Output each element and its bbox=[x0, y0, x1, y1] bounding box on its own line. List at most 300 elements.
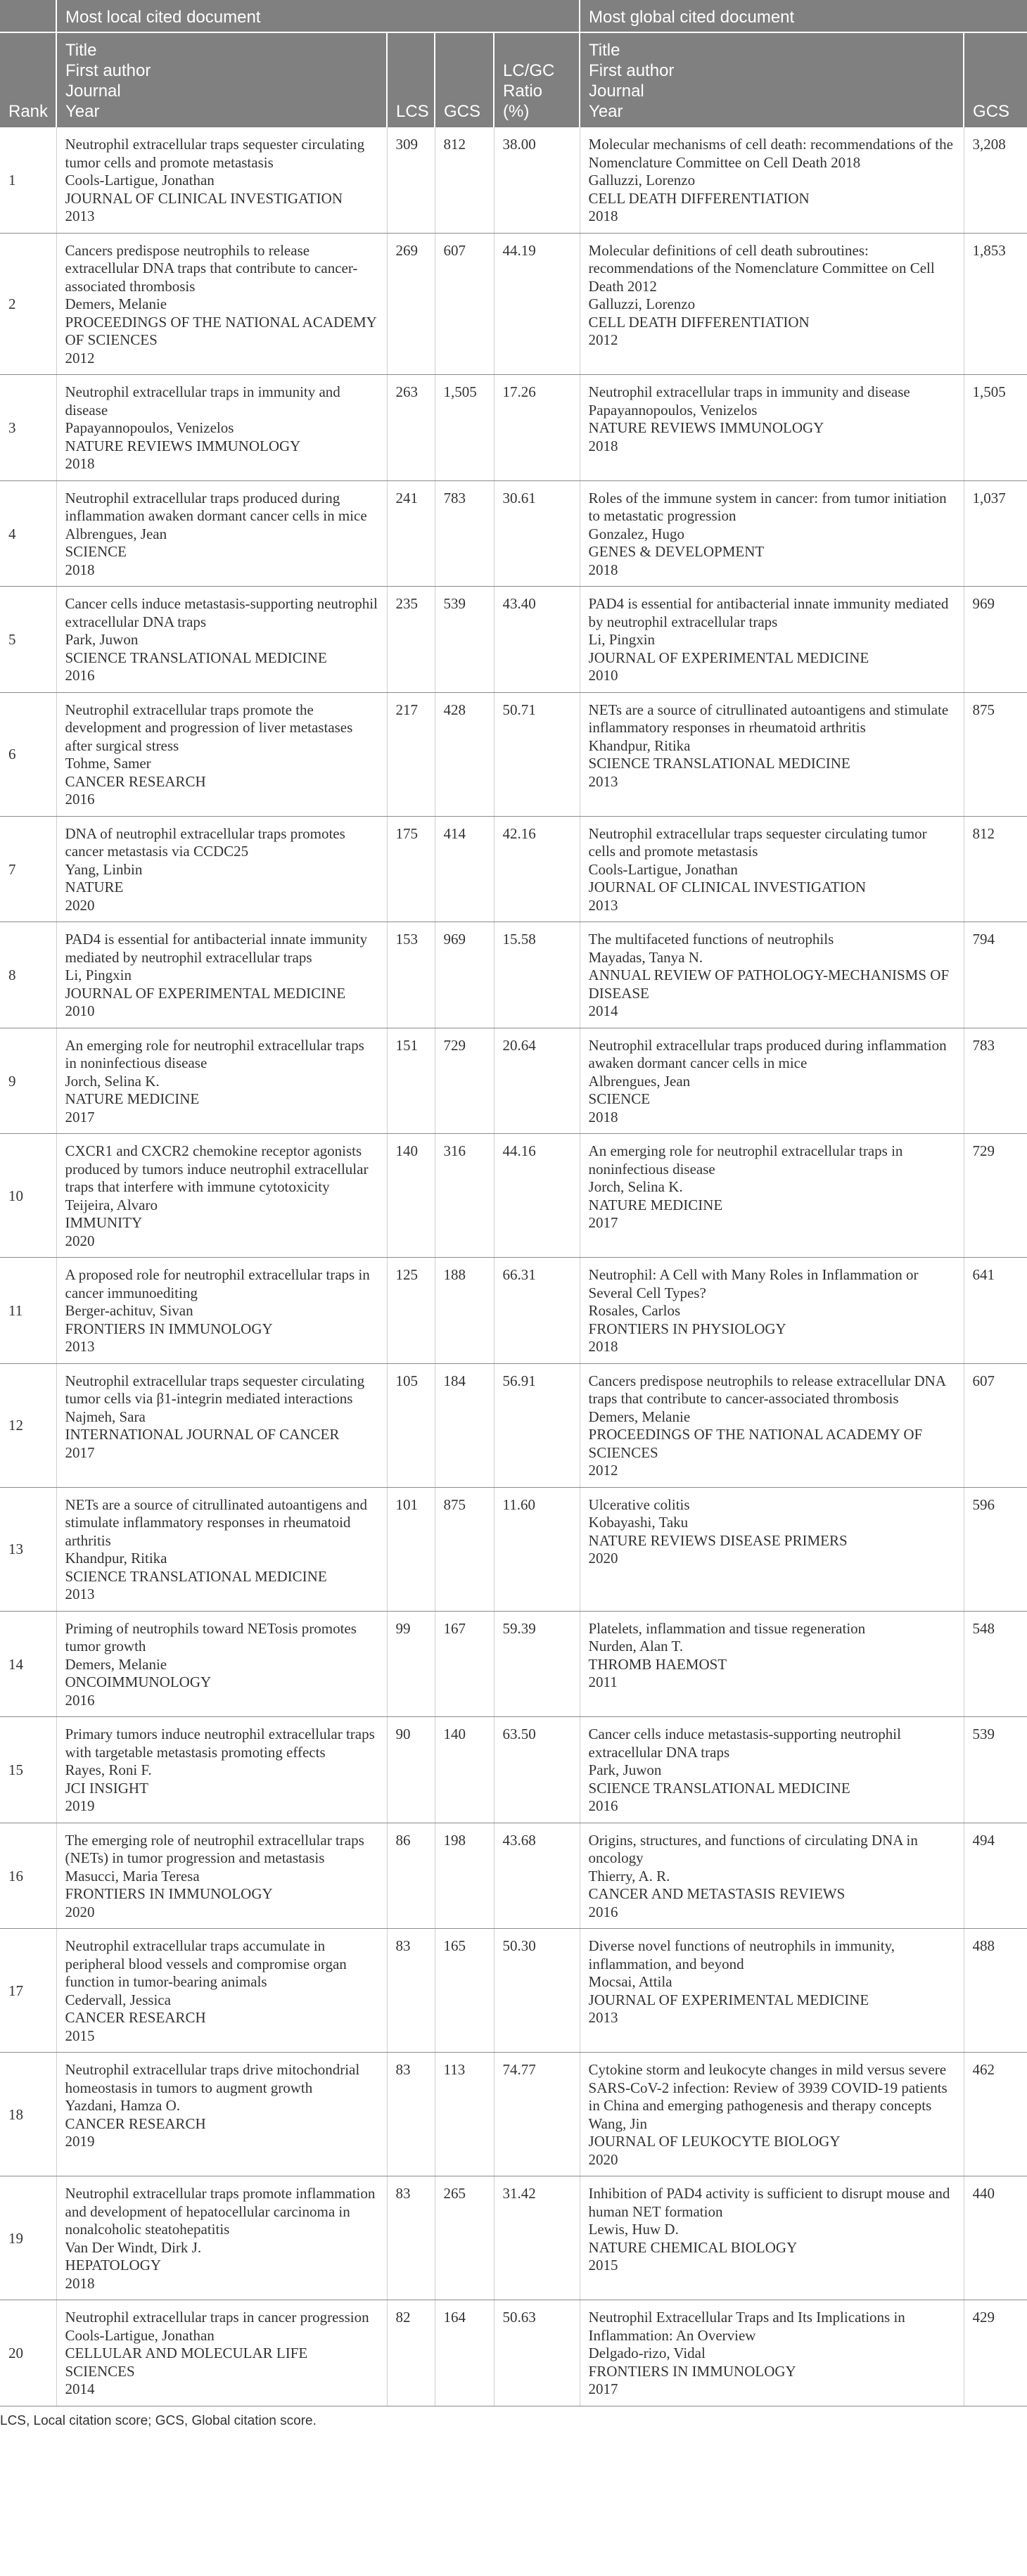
local-doc-cell-journal: PROCEEDINGS OF THE NATIONAL ACADEMY OF SCIENCES bbox=[65, 313, 377, 348]
local-doc-cell-year: 2017 bbox=[65, 1108, 95, 1126]
global-doc-cell-journal: NATURE REVIEWS IMMUNOLOGY bbox=[588, 419, 824, 436]
gcs-cell: 165 bbox=[435, 1929, 494, 2053]
gcs-cell: 113 bbox=[435, 2053, 494, 2176]
lcs-cell: 90 bbox=[387, 1717, 435, 1823]
ratio-cell: 42.16 bbox=[494, 816, 580, 922]
global-doc-cell-author: Rosales, Carlos bbox=[588, 1302, 681, 1319]
ratio-cell: 43.68 bbox=[494, 1823, 580, 1929]
table-body bbox=[0, 127, 1027, 2406]
ratio-header-line-1: LC/GC bbox=[503, 61, 555, 80]
ratio-header-line-3: (%) bbox=[503, 102, 530, 121]
local-doc-header-author: First author bbox=[65, 61, 151, 80]
local-doc-cell bbox=[56, 2176, 387, 2300]
gcs-cell: 607 bbox=[435, 233, 494, 375]
rank-cell: 7 bbox=[0, 816, 56, 922]
lcs-cell: 83 bbox=[387, 2053, 435, 2176]
local-doc-cell-journal: SCIENCE TRANSLATIONAL MEDICINE bbox=[65, 1567, 327, 1585]
gcs-cell: 875 bbox=[435, 1487, 494, 1611]
global-gcs-cell: 794 bbox=[964, 922, 1027, 1028]
global-doc-cell bbox=[580, 2176, 964, 2300]
local-doc-cell bbox=[56, 375, 387, 481]
local-doc-cell-year: 2016 bbox=[65, 1691, 95, 1709]
lcs-header: LCS bbox=[387, 32, 435, 127]
global-doc-cell bbox=[580, 480, 964, 587]
global-doc-cell-title: Diverse novel functions of neutrophils in immunity, inflammation, and beyond bbox=[588, 1937, 895, 1972]
local-doc-cell bbox=[56, 1363, 387, 1487]
table-row bbox=[0, 1363, 1027, 1487]
local-doc-cell-title: Neutrophil extracellular traps drive mitochondrial homeostasis in tumors to augment growth bbox=[65, 2061, 360, 2096]
global-doc-cell-title: Neutrophil Extracellular Traps and Its Implications in Inflammation: An Overview bbox=[588, 2309, 905, 2344]
global-doc-cell bbox=[580, 2300, 964, 2406]
global-doc-cell-journal: JOURNAL OF CLINICAL INVESTIGATION bbox=[588, 879, 867, 895]
local-doc-cell-title: Neutrophil extracellular traps sequester circulating tumor cells via β1-integrin mediated interactions bbox=[65, 1372, 365, 1407]
global-gcs-cell: 812 bbox=[964, 816, 1027, 922]
rank-cell: 8 bbox=[0, 922, 56, 1028]
local-doc-cell bbox=[56, 2053, 387, 2176]
local-doc-cell-title: Neutrophil extracellular traps accumulate in peripheral blood vessels and compromise organ function in tumor-bearing animals bbox=[65, 1937, 347, 1990]
rank-cell: 15 bbox=[0, 1717, 56, 1823]
gcs-cell: 729 bbox=[435, 1028, 494, 1134]
rank-cell: 3 bbox=[0, 375, 56, 481]
local-doc-cell-title: Neutrophil extracellular traps in cancer progression bbox=[65, 2309, 369, 2326]
global-doc-cell-year: 2013 bbox=[588, 2009, 618, 2026]
ratio-cell: 43.40 bbox=[494, 587, 580, 693]
table-row bbox=[0, 1717, 1027, 1823]
global-doc-cell-title: Cytokine storm and leukocyte changes in mild versus severe SARS-CoV-2 infection: Review of 3939 COVID-19 patients in China and emerging pathogenesis and therapy concepts bbox=[588, 2061, 948, 2114]
global-doc-cell bbox=[580, 1258, 964, 1364]
local-doc-cell-journal: FRONTIERS IN IMMUNOLOGY bbox=[65, 1320, 273, 1337]
gcs-cell: 428 bbox=[435, 692, 494, 816]
global-doc-cell-author: Gonzalez, Hugo bbox=[588, 525, 684, 542]
local-doc-cell-year: 2010 bbox=[65, 1002, 95, 1019]
local-doc-cell bbox=[56, 1028, 387, 1134]
lcs-cell: 175 bbox=[387, 816, 435, 922]
local-doc-cell-title: Neutrophil extracellular traps produced during inflammation awaken dormant cancer cells in mice bbox=[65, 489, 367, 524]
global-doc-cell-title: An emerging role for neutrophil extracellular traps in noninfectious disease bbox=[588, 1142, 903, 1178]
local-doc-cell-year: 2017 bbox=[65, 1443, 95, 1461]
local-doc-cell-journal: INTERNATIONAL JOURNAL OF CANCER bbox=[65, 1426, 340, 1443]
global-doc-cell-journal: FRONTIERS IN IMMUNOLOGY bbox=[588, 2362, 796, 2380]
global-doc-cell-author: Khandpur, Ritika bbox=[588, 737, 691, 754]
local-doc-cell-author: Khandpur, Ritika bbox=[65, 1550, 167, 1567]
table-row bbox=[0, 1929, 1027, 2053]
local-doc-cell-title: The emerging role of neutrophil extracellular traps (NETs) in tumor progression and metastasis bbox=[65, 1831, 364, 1866]
local-doc-cell bbox=[56, 1717, 387, 1823]
lcs-cell: 101 bbox=[387, 1487, 435, 1611]
global-doc-cell-year: 2017 bbox=[588, 1214, 618, 1231]
local-doc-cell-title: Neutrophil extracellular traps in immunity and disease bbox=[65, 383, 340, 419]
ratio-cell: 50.30 bbox=[494, 1929, 580, 2053]
global-doc-cell-year: 2011 bbox=[588, 1673, 618, 1690]
gcs-cell: 265 bbox=[435, 2176, 494, 2300]
header-row-columns bbox=[0, 32, 1027, 127]
global-doc-cell bbox=[580, 1717, 964, 1823]
table-row bbox=[0, 2300, 1027, 2406]
local-doc-cell-author: Yazdani, Hamza O. bbox=[65, 2097, 180, 2114]
global-doc-cell-title: PAD4 is essential for antibacterial innate immunity mediated by neutrophil extracellular traps bbox=[588, 595, 949, 630]
global-doc-cell bbox=[580, 816, 964, 922]
global-gcs-cell: 783 bbox=[964, 1028, 1027, 1134]
global-doc-cell-journal: SCIENCE TRANSLATIONAL MEDICINE bbox=[588, 1779, 850, 1797]
global-group-header: Most global cited document bbox=[580, 0, 1027, 32]
global-doc-cell-year: 2014 bbox=[588, 1002, 618, 1019]
global-doc-cell-year: 2018 bbox=[588, 1338, 618, 1355]
global-doc-cell-journal: JOURNAL OF EXPERIMENTAL MEDICINE bbox=[588, 1991, 869, 2008]
lcs-cell: 153 bbox=[387, 922, 435, 1028]
rank-cell: 11 bbox=[0, 1258, 56, 1364]
global-doc-cell-author: Galluzzi, Lorenzo bbox=[588, 172, 696, 189]
global-doc-cell-year: 2016 bbox=[588, 1903, 618, 1920]
ratio-cell: 74.77 bbox=[494, 2053, 580, 2176]
gcs-cell: 812 bbox=[435, 127, 494, 233]
global-doc-cell-journal: NATURE CHEMICAL BIOLOGY bbox=[588, 2238, 798, 2256]
lcs-cell: 125 bbox=[387, 1258, 435, 1364]
global-doc-cell-journal: GENES & DEVELOPMENT bbox=[588, 543, 765, 560]
global-doc-cell-title: Roles of the immune system in cancer: from tumor initiation to metastatic progression bbox=[588, 489, 947, 524]
table-row bbox=[0, 1611, 1027, 1717]
global-doc-cell-author: Lewis, Huw D. bbox=[588, 2221, 679, 2238]
rank-cell: 10 bbox=[0, 1134, 56, 1258]
rank-cell: 16 bbox=[0, 1823, 56, 1929]
rank-cell: 5 bbox=[0, 587, 56, 693]
global-gcs-cell: 3,208 bbox=[964, 127, 1027, 233]
global-doc-cell bbox=[580, 375, 964, 481]
table-row bbox=[0, 2176, 1027, 2300]
local-doc-cell bbox=[56, 1823, 387, 1929]
global-doc-cell-year: 2018 bbox=[588, 208, 618, 224]
ratio-cell: 56.91 bbox=[494, 1363, 580, 1487]
local-doc-cell-year: 2013 bbox=[65, 1338, 95, 1355]
local-doc-cell-year: 2019 bbox=[65, 2133, 95, 2150]
local-doc-cell-title: Cancer cells induce metastasis-supporting neutrophil extracellular DNA traps bbox=[65, 595, 378, 630]
global-doc-cell-year: 2020 bbox=[588, 2150, 618, 2168]
lcs-cell: 269 bbox=[387, 233, 435, 375]
global-doc-cell-author: Papayannopoulos, Venizelos bbox=[588, 401, 758, 419]
local-doc-cell-journal: JOURNAL OF CLINICAL INVESTIGATION bbox=[65, 189, 343, 207]
local-doc-cell-year: 2019 bbox=[65, 1797, 95, 1814]
global-doc-cell bbox=[580, 1487, 964, 1611]
lcs-cell: 235 bbox=[387, 587, 435, 693]
local-doc-cell-author: Berger-achituv, Sivan bbox=[65, 1302, 193, 1319]
lcs-cell: 105 bbox=[387, 1363, 435, 1487]
global-doc-cell-author: Kobayashi, Taku bbox=[588, 1514, 689, 1531]
local-doc-cell bbox=[56, 1134, 387, 1258]
global-doc-cell-title: Cancers predispose neutrophils to release extracellular DNA traps that contribute to cancer-associated thrombosis bbox=[588, 1372, 945, 1407]
global-doc-cell bbox=[580, 1134, 964, 1258]
global-doc-cell bbox=[580, 692, 964, 816]
lcs-cell: 263 bbox=[387, 375, 435, 481]
global-doc-cell-journal: NATURE MEDICINE bbox=[588, 1196, 723, 1213]
gcs-cell: 783 bbox=[435, 480, 494, 587]
global-doc-cell-year: 2018 bbox=[588, 1108, 618, 1126]
global-doc-cell-title: Neutrophil extracellular traps in immunity and disease bbox=[588, 383, 910, 400]
table-row bbox=[0, 233, 1027, 375]
ratio-cell: 66.31 bbox=[494, 1258, 580, 1364]
global-doc-cell-title: Origins, structures, and functions of circulating DNA in oncology bbox=[588, 1831, 918, 1866]
table-row bbox=[0, 692, 1027, 816]
global-gcs-cell: 488 bbox=[964, 1929, 1027, 2053]
local-doc-cell-title: An emerging role for neutrophil extracellular traps in noninfectious disease bbox=[65, 1036, 364, 1071]
global-doc-cell-year: 2013 bbox=[588, 772, 618, 790]
local-doc-cell-author: Van Der Windt, Dirk J. bbox=[65, 2238, 202, 2256]
global-doc-cell-journal: SCIENCE bbox=[588, 1090, 651, 1107]
local-doc-cell-author: Cools-Lartigue, Jonathan bbox=[65, 2326, 215, 2344]
header-row-groups bbox=[0, 0, 1027, 32]
ratio-header bbox=[494, 32, 580, 127]
ratio-cell: 17.26 bbox=[494, 375, 580, 481]
ratio-cell: 50.71 bbox=[494, 692, 580, 816]
local-doc-cell-year: 2018 bbox=[65, 561, 95, 578]
global-doc-cell-year: 2015 bbox=[588, 2257, 618, 2274]
gcs-cell: 1,505 bbox=[435, 375, 494, 481]
local-doc-cell-title: Neutrophil extracellular traps promote inflammation and development of hepatocellular carcinoma in nonalcoholic steatohepatitis bbox=[65, 2185, 376, 2238]
local-doc-cell-author: Albrengues, Jean bbox=[65, 525, 167, 542]
global-gcs-cell: 641 bbox=[964, 1258, 1027, 1364]
global-doc-cell-year: 2016 bbox=[588, 1797, 618, 1814]
ratio-cell: 30.61 bbox=[494, 480, 580, 587]
local-doc-cell-author: Li, Pingxin bbox=[65, 967, 132, 983]
global-doc-cell-title: Inhibition of PAD4 activity is sufficient to disrupt mouse and human NET formation bbox=[588, 2185, 950, 2220]
global-gcs-cell: 429 bbox=[964, 2300, 1027, 2406]
global-doc-cell-year: 2018 bbox=[588, 561, 618, 578]
ratio-cell: 44.16 bbox=[494, 1134, 580, 1258]
global-doc-cell bbox=[580, 587, 964, 693]
table-row bbox=[0, 1823, 1027, 1929]
local-doc-cell-author: Tohme, Samer bbox=[65, 755, 151, 772]
global-doc-cell bbox=[580, 2053, 964, 2176]
rank-cell: 19 bbox=[0, 2176, 56, 2300]
global-gcs-header: GCS bbox=[964, 32, 1027, 127]
global-doc-cell-author: Li, Pingxin bbox=[588, 631, 656, 648]
table-row bbox=[0, 1134, 1027, 1258]
global-doc-cell-title: Cancer cells induce metastasis-supporting neutrophil extracellular DNA traps bbox=[588, 1726, 901, 1761]
gcs-cell: 140 bbox=[435, 1717, 494, 1823]
global-doc-cell-journal: NATURE REVIEWS DISEASE PRIMERS bbox=[588, 1531, 848, 1549]
lcs-cell: 241 bbox=[387, 480, 435, 587]
lcs-cell: 86 bbox=[387, 1823, 435, 1929]
local-doc-header-title: Title bbox=[65, 41, 97, 60]
local-doc-cell-year: 2015 bbox=[65, 2027, 95, 2044]
gcs-cell: 164 bbox=[435, 2300, 494, 2406]
local-doc-cell-journal: JCI INSIGHT bbox=[65, 1779, 148, 1797]
global-doc-cell-author: Demers, Melanie bbox=[588, 1408, 691, 1425]
global-doc-cell-title: Neutrophil extracellular traps sequester circulating tumor cells and promote metastasis bbox=[588, 824, 927, 860]
gcs-cell: 316 bbox=[435, 1134, 494, 1258]
rank-cell: 14 bbox=[0, 1611, 56, 1717]
local-doc-cell-year: 2018 bbox=[65, 2274, 95, 2292]
table-row bbox=[0, 1028, 1027, 1134]
local-doc-cell-author: Yang, Linbin bbox=[65, 860, 143, 878]
global-doc-cell-title: Platelets, inflammation and tissue regeneration bbox=[588, 1619, 866, 1637]
lcs-cell: 140 bbox=[387, 1134, 435, 1258]
global-gcs-cell: 462 bbox=[964, 2053, 1027, 2176]
local-doc-cell bbox=[56, 1611, 387, 1717]
local-doc-cell bbox=[56, 816, 387, 922]
global-doc-cell-journal: JOURNAL OF EXPERIMENTAL MEDICINE bbox=[588, 649, 869, 666]
local-doc-cell-journal: FRONTIERS IN IMMUNOLOGY bbox=[65, 1885, 273, 1902]
gcs-cell: 167 bbox=[435, 1611, 494, 1717]
global-gcs-cell: 875 bbox=[964, 692, 1027, 816]
ratio-cell: 44.19 bbox=[494, 233, 580, 375]
rank-cell: 18 bbox=[0, 2053, 56, 2176]
local-doc-header-year: Year bbox=[65, 102, 100, 121]
global-gcs-cell: 539 bbox=[964, 1717, 1027, 1823]
local-doc-cell-author: Park, Juwon bbox=[65, 631, 139, 648]
local-doc-cell-author: Papayannopoulos, Venizelos bbox=[65, 419, 234, 436]
table-row bbox=[0, 480, 1027, 587]
global-doc-cell-year: 2010 bbox=[588, 667, 618, 684]
rank-cell: 20 bbox=[0, 2300, 56, 2406]
global-doc-cell-year: 2012 bbox=[588, 1462, 618, 1479]
global-gcs-cell: 440 bbox=[964, 2176, 1027, 2300]
gcs-cell: 184 bbox=[435, 1363, 494, 1487]
global-doc-cell-journal: CANCER AND METASTASIS REVIEWS bbox=[588, 1885, 846, 1902]
global-doc-cell-journal: ANNUAL REVIEW OF PATHOLOGY-MECHANISMS OF DISEASE bbox=[588, 967, 950, 1002]
local-doc-cell bbox=[56, 692, 387, 816]
local-doc-cell-journal: SCIENCE TRANSLATIONAL MEDICINE bbox=[65, 649, 327, 666]
local-group-header: Most local cited document bbox=[56, 0, 580, 32]
local-doc-cell-author: Cools-Lartigue, Jonathan bbox=[65, 172, 215, 189]
local-doc-cell-title: NETs are a source of citrullinated autoantigens and stimulate inflammatory responses in rheumatoid arthritis bbox=[65, 1496, 367, 1549]
local-doc-cell-title: A proposed role for neutrophil extracellular traps in cancer immunoediting bbox=[65, 1266, 370, 1301]
global-gcs-cell: 607 bbox=[964, 1363, 1027, 1487]
ratio-cell: 15.58 bbox=[494, 922, 580, 1028]
local-doc-cell-journal: NATURE MEDICINE bbox=[65, 1090, 200, 1107]
local-doc-cell-year: 2013 bbox=[65, 208, 95, 224]
local-doc-cell-year: 2020 bbox=[65, 1903, 95, 1920]
local-doc-cell-title: Neutrophil extracellular traps promote the development and progression of liver metastases after surgical stress bbox=[65, 701, 353, 754]
ratio-header-line-2: Ratio bbox=[503, 82, 543, 101]
global-gcs-cell: 969 bbox=[964, 587, 1027, 693]
gcs-cell: 539 bbox=[435, 587, 494, 693]
local-doc-cell-author: Rayes, Roni F. bbox=[65, 1761, 152, 1778]
local-doc-cell-author: Masucci, Maria Teresa bbox=[65, 1867, 200, 1885]
rank-cell: 4 bbox=[0, 480, 56, 587]
table-row bbox=[0, 127, 1027, 233]
local-doc-cell-author: Najmeh, Sara bbox=[65, 1408, 146, 1425]
global-doc-cell bbox=[580, 1028, 964, 1134]
rank-cell: 9 bbox=[0, 1028, 56, 1134]
local-doc-cell bbox=[56, 233, 387, 375]
global-doc-header-title: Title bbox=[589, 41, 620, 60]
local-doc-cell-year: 2016 bbox=[65, 667, 95, 684]
local-doc-header-journal: Journal bbox=[65, 82, 121, 101]
local-doc-cell-author: Demers, Melanie bbox=[65, 295, 167, 312]
lcs-cell: 83 bbox=[387, 1929, 435, 2053]
local-doc-cell-title: Cancers predispose neutrophils to release extracellular DNA traps that contribute to cancer-associated thrombosis bbox=[65, 241, 358, 295]
local-doc-cell-journal: CELLULAR AND MOLECULAR LIFE SCIENCES bbox=[65, 2345, 308, 2380]
global-gcs-cell: 1,505 bbox=[964, 375, 1027, 481]
global-doc-cell-year: 2018 bbox=[588, 437, 618, 454]
global-doc-cell-journal: CELL DEATH DIFFERENTIATION bbox=[588, 313, 810, 331]
local-doc-cell bbox=[56, 2300, 387, 2406]
local-doc-cell bbox=[56, 922, 387, 1028]
local-doc-cell-year: 2018 bbox=[65, 455, 95, 472]
global-gcs-cell: 729 bbox=[964, 1134, 1027, 1258]
lcs-cell: 309 bbox=[387, 127, 435, 233]
global-doc-cell bbox=[580, 233, 964, 375]
table-row bbox=[0, 1258, 1027, 1364]
table-row bbox=[0, 1487, 1027, 1611]
global-doc-cell-author: Delgado-rizo, Vidal bbox=[588, 2345, 706, 2361]
global-doc-cell-author: Cools-Lartigue, Jonathan bbox=[588, 860, 738, 878]
rank-cell: 2 bbox=[0, 233, 56, 375]
rank-cell: 13 bbox=[0, 1487, 56, 1611]
gcs-cell: 969 bbox=[435, 922, 494, 1028]
local-doc-header bbox=[56, 32, 387, 127]
global-doc-cell-journal: FRONTIERS IN PHYSIOLOGY bbox=[588, 1320, 786, 1337]
global-doc-cell-title: The multifaceted functions of neutrophils bbox=[588, 931, 834, 948]
global-gcs-cell: 1,037 bbox=[964, 480, 1027, 587]
local-doc-cell-journal: ONCOIMMUNOLOGY bbox=[65, 1673, 212, 1690]
rank-cell: 17 bbox=[0, 1929, 56, 2053]
rank-cell: 12 bbox=[0, 1363, 56, 1487]
local-doc-cell-journal: CANCER RESEARCH bbox=[65, 772, 206, 790]
global-doc-cell-year: 2012 bbox=[588, 331, 618, 348]
local-doc-cell-journal: NATURE bbox=[65, 879, 124, 895]
local-doc-cell-title: Priming of neutrophils toward NETosis promotes tumor growth bbox=[65, 1619, 357, 1654]
gcs-cell: 198 bbox=[435, 1823, 494, 1929]
table-row bbox=[0, 2053, 1027, 2176]
global-gcs-cell: 494 bbox=[964, 1823, 1027, 1929]
global-doc-cell-author: Mocsai, Attila bbox=[588, 1973, 672, 1990]
global-doc-cell bbox=[580, 922, 964, 1028]
local-doc-cell-journal: CANCER RESEARCH bbox=[65, 2115, 206, 2132]
local-doc-cell-title: DNA of neutrophil extracellular traps promotes cancer metastasis via CCDC25 bbox=[65, 824, 345, 860]
local-doc-cell-year: 2020 bbox=[65, 896, 95, 914]
global-doc-cell-journal: PROCEEDINGS OF THE NATIONAL ACADEMY OF SCIENCES bbox=[588, 1426, 923, 1461]
global-doc-cell-title: Molecular mechanisms of cell death: recommendations of the Nomenclature Committee on Cell Death 2018 bbox=[588, 136, 953, 171]
ratio-cell: 20.64 bbox=[494, 1028, 580, 1134]
lcs-cell: 83 bbox=[387, 2176, 435, 2300]
local-doc-cell-journal: NATURE REVIEWS IMMUNOLOGY bbox=[65, 437, 301, 454]
ratio-cell: 59.39 bbox=[494, 1611, 580, 1717]
local-doc-cell-journal: IMMUNITY bbox=[65, 1214, 143, 1231]
global-doc-cell-journal: CELL DEATH DIFFERENTIATION bbox=[588, 189, 810, 207]
global-doc-header-author: First author bbox=[589, 61, 675, 80]
local-doc-cell bbox=[56, 1929, 387, 2053]
rank-header-spacer bbox=[0, 0, 56, 32]
local-doc-cell-title: Primary tumors induce neutrophil extracellular traps with targetable metastasis promoting effects bbox=[65, 1726, 375, 1761]
ratio-cell: 11.60 bbox=[494, 1487, 580, 1611]
lcs-cell: 82 bbox=[387, 2300, 435, 2406]
global-doc-cell-journal: THROMB HAEMOST bbox=[588, 1655, 727, 1673]
local-doc-cell-title: PAD4 is essential for antibacterial innate immunity mediated by neutrophil extracellular traps bbox=[65, 931, 368, 966]
local-doc-cell-author: Cedervall, Jessica bbox=[65, 1991, 171, 2008]
local-doc-cell-year: 2012 bbox=[65, 349, 95, 366]
local-doc-cell bbox=[56, 480, 387, 587]
local-doc-cell-year: 2016 bbox=[65, 791, 95, 808]
ratio-cell: 50.63 bbox=[494, 2300, 580, 2406]
global-doc-cell bbox=[580, 1929, 964, 2053]
global-doc-cell-author: Park, Juwon bbox=[588, 1761, 662, 1778]
global-doc-cell-year: 2017 bbox=[588, 2380, 618, 2397]
global-doc-cell-author: Nurden, Alan T. bbox=[588, 1638, 684, 1654]
local-doc-cell bbox=[56, 1258, 387, 1364]
global-doc-cell-title: Molecular definitions of cell death subroutines: recommendations of the Nomenclature Committee on Cell Death 2012 bbox=[588, 241, 935, 295]
local-doc-cell-year: 2014 bbox=[65, 2380, 95, 2397]
rank-cell: 6 bbox=[0, 692, 56, 816]
global-gcs-cell: 1,853 bbox=[964, 233, 1027, 375]
local-doc-cell-journal: CANCER RESEARCH bbox=[65, 2009, 206, 2026]
global-gcs-cell: 596 bbox=[964, 1487, 1027, 1611]
gcs-header: GCS bbox=[435, 32, 494, 127]
global-gcs-cell: 548 bbox=[964, 1611, 1027, 1717]
global-doc-cell-author: Galluzzi, Lorenzo bbox=[588, 295, 696, 312]
lcs-cell: 217 bbox=[387, 692, 435, 816]
global-doc-cell bbox=[580, 1823, 964, 1929]
local-doc-cell-author: Teijeira, Alvaro bbox=[65, 1196, 158, 1213]
